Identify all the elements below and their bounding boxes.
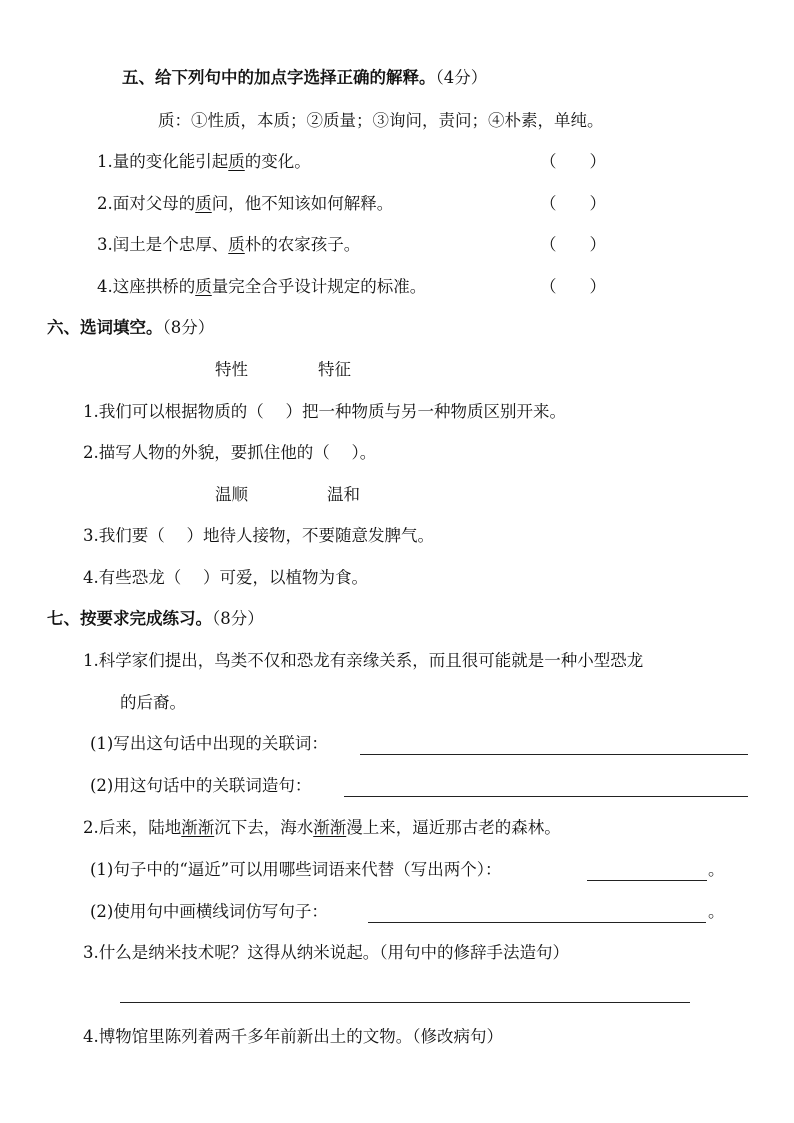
section-5-title: [122, 66, 487, 90]
sec5-item-2-pre: 2.面对父母的: [97, 194, 196, 213]
answer-line-q1-1[interactable]: [360, 754, 748, 755]
sec7-question-2: [83, 816, 561, 840]
answer-line-q2-2[interactable]: [368, 922, 706, 923]
sec5-item-4-post: 量完全合乎设计规定的标准。: [211, 277, 427, 296]
sec7-q2-part2: (2)使用句中画横线词仿写句子：: [90, 902, 328, 921]
sec6-question-3: 3.我们要（ ）地待人接物，不要随意发脾气。: [83, 526, 434, 545]
sec5-item-1-pre: 1.量的变化能引起: [97, 152, 229, 171]
section-5-definition: 质：①性质，本质；②质量；③询问，责问；④朴素，单纯。: [158, 111, 604, 130]
sec5-item-2: [97, 192, 393, 216]
answer-paren-1[interactable]: （ ）: [540, 152, 606, 171]
sec5-item-4-mark: 质: [195, 277, 212, 296]
sec7-q2-part1: (1)句子中的“逼近”可以用哪些词语来代替（写出两个）：: [90, 860, 502, 879]
section-7-title-text: 七、按要求完成练习。: [47, 609, 212, 628]
answer-line-q3[interactable]: [120, 1002, 690, 1003]
sec6-question-4: 4.有些恐龙（ ）可爱，以植物为食。: [83, 568, 368, 587]
sec7-question-1-line1: 1.科学家们提出，鸟类不仅和恐龙有亲缘关系，而且很可能就是一种小型恐龙: [83, 651, 644, 670]
word-choice-1a: 特性: [215, 360, 248, 379]
sec7-q2-mark2: 渐渐: [313, 818, 347, 837]
sec7-q2-mid: 沉下去，海水: [214, 818, 314, 837]
sec5-item-3: [97, 233, 360, 257]
section-6-score: （8分）: [162, 318, 215, 337]
sec7-q2-pre: 2.后来，陆地: [83, 818, 182, 837]
answer-paren-3[interactable]: （ ）: [540, 235, 606, 254]
sec7-question-4: 4.博物馆里陈列着两千多年前新出土的文物。（修改病句）: [83, 1027, 503, 1046]
sec5-item-1-post: 的变化。: [244, 152, 311, 171]
sec5-item-3-mark: 质: [228, 235, 245, 254]
sec5-item-4-pre: 4.这座拱桥的: [97, 277, 196, 296]
sec6-question-2: 2.描写人物的外貌，要抓住他的（ ）。: [83, 443, 377, 462]
section-6-title: [47, 316, 214, 340]
word-choice-2b: 温和: [327, 485, 360, 504]
sec7-q1-part1: (1)写出这句话中出现的关联词：: [90, 734, 328, 753]
sec5-item-3-post: 朴的农家孩子。: [244, 235, 361, 254]
sec7-q2-part2-period: 。: [708, 902, 725, 921]
sec5-item-4: [97, 275, 426, 299]
sec6-question-1: 1.我们可以根据物质的（ ）把一种物质与另一种物质区别开来。: [83, 402, 566, 421]
sec5-item-3-pre: 3.闰土是个忠厚、: [97, 235, 229, 254]
word-choice-2a: 温顺: [215, 485, 248, 504]
sec5-item-2-mark: 质: [195, 194, 212, 213]
sec5-item-1: [97, 150, 311, 174]
section-7-score: （8分）: [212, 609, 264, 628]
sec5-item-2-post: 问，他不知该如何解释。: [211, 194, 394, 213]
section-7-title: [47, 607, 264, 631]
answer-paren-2[interactable]: （ ）: [540, 194, 606, 213]
sec7-q2-part1-period: 。: [708, 860, 725, 879]
section-5-title-text: 五、给下列句中的加点字选择正确的解释。: [122, 68, 436, 87]
word-choice-1b: 特征: [318, 360, 351, 379]
answer-line-q2-1[interactable]: [587, 880, 707, 881]
sec5-item-1-mark: 质: [228, 152, 245, 171]
sec7-q1-part2: (2)用这句话中的关联词造句：: [90, 776, 312, 795]
section-5-score: （4分）: [435, 68, 488, 87]
sec7-q2-post: 漫上来，逼近那古老的森林。: [346, 818, 561, 837]
section-6-title-text: 六、选词填空。: [47, 318, 163, 337]
answer-paren-4[interactable]: （ ）: [540, 277, 606, 296]
sec7-q2-mark1: 渐渐: [181, 818, 215, 837]
answer-line-q1-2[interactable]: [344, 796, 748, 797]
sec7-question-1-line2: 的后裔。: [120, 693, 186, 712]
sec7-question-3: 3.什么是纳米技术呢？这得从纳米说起。（用句中的修辞手法造句）: [83, 943, 569, 962]
